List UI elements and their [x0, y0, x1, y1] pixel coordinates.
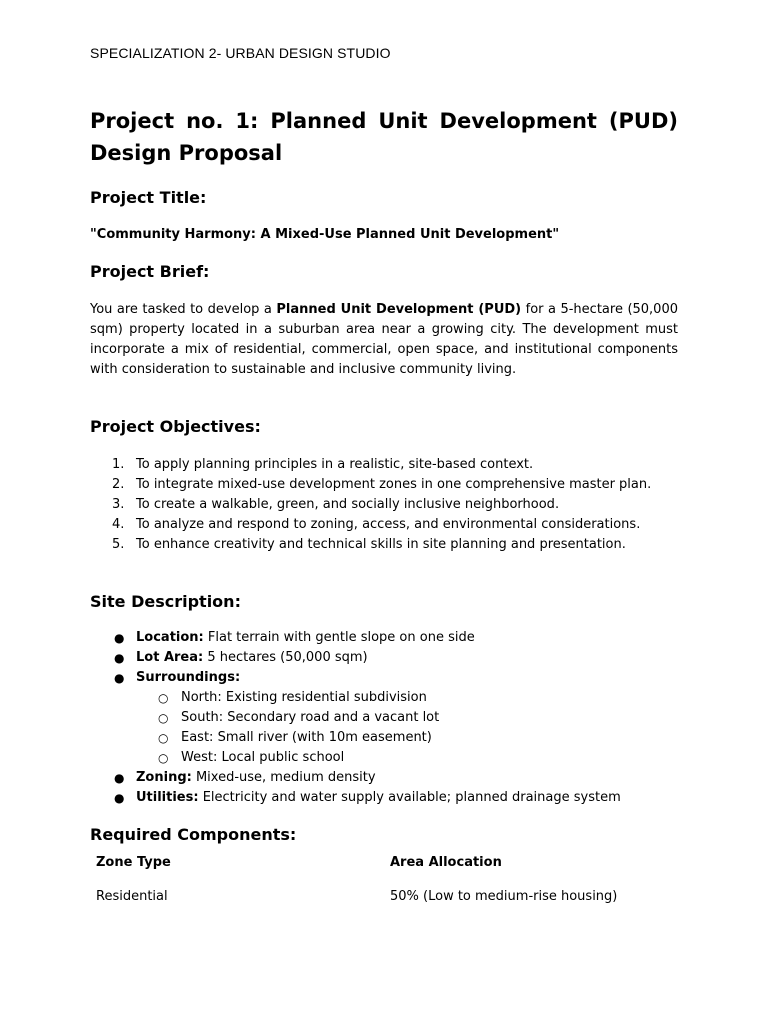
circle-bullet-icon: ○	[158, 691, 169, 705]
utilities-value: Electricity and water supply available; planned drainage system	[198, 790, 621, 805]
list-item	[90, 515, 678, 535]
list-number: 4.	[112, 517, 125, 532]
list-item	[136, 728, 678, 748]
table-cell: 50% (Low to medium-rise housing)	[390, 889, 618, 904]
objectives-list	[90, 455, 678, 555]
list-number: 3.	[112, 497, 125, 512]
column-header-zone-type: Zone Type	[96, 855, 171, 870]
bullet-icon: ●	[114, 631, 125, 645]
list-item	[136, 748, 678, 768]
required-components-heading: Required Components:	[90, 825, 297, 844]
list-item-text: To enhance creativity and technical skills in site planning and presentation.	[136, 537, 626, 552]
project-title-text: "Community Harmony: A Mixed-Use Planned Unit Development"	[90, 227, 560, 242]
surrounding-south: South: Secondary road and a vacant lot	[181, 710, 440, 725]
brief-text-before: You are tasked to develop a	[90, 302, 277, 317]
table-header-row	[90, 846, 678, 880]
list-item-text: To apply planning principles in a realistic, site-based context.	[136, 457, 534, 472]
table-cell: Residential	[96, 889, 168, 904]
list-item	[90, 768, 678, 788]
location-label: Location:	[136, 630, 204, 645]
list-item-text: To analyze and respond to zoning, access, and environmental considerations.	[136, 517, 641, 532]
list-item	[90, 455, 678, 475]
circle-bullet-icon: ○	[158, 711, 169, 725]
list-item	[90, 788, 678, 808]
list-item	[136, 688, 678, 708]
utilities-label: Utilities:	[136, 790, 199, 805]
list-item	[90, 648, 678, 668]
column-header-area-allocation: Area Allocation	[390, 855, 502, 870]
circle-bullet-icon: ○	[158, 731, 169, 745]
zoning-value: Mixed-use, medium density	[191, 770, 376, 785]
surrounding-west: West: Local public school	[181, 750, 345, 765]
document-header: SPECIALIZATION 2- URBAN DESIGN STUDIO	[90, 45, 391, 61]
brief-text-after: for a 5-hectare (50,000 sqm) property located in a suburban area near a growing city. The development must incorporate a mix of residential, commercial, open space, and institutional components with consideration to sustainable and inclusive community living.	[90, 302, 678, 377]
list-item-text: To create a walkable, green, and socially inclusive neighborhood.	[136, 497, 560, 512]
list-item	[90, 668, 678, 768]
list-number: 5.	[112, 537, 125, 552]
list-item-text: To integrate mixed-use development zones in one comprehensive master plan.	[136, 477, 652, 492]
surroundings-label: Surroundings:	[136, 670, 241, 685]
bullet-icon: ●	[114, 651, 125, 665]
project-objectives-heading: Project Objectives:	[90, 417, 261, 436]
list-item	[90, 535, 678, 555]
brief-text-bold: Planned Unit Development (PUD)	[276, 302, 522, 317]
site-description-list	[90, 628, 678, 808]
table-row	[90, 880, 678, 914]
list-item	[136, 708, 678, 728]
lot-area-value: 5 hectares (50,000 sqm)	[203, 650, 368, 665]
list-number: 1.	[112, 457, 125, 472]
circle-bullet-icon: ○	[158, 751, 169, 765]
project-brief-text	[90, 300, 678, 380]
bullet-icon: ●	[114, 771, 125, 785]
location-value: Flat terrain with gentle slope on one side	[203, 630, 475, 645]
project-brief-heading: Project Brief:	[90, 262, 210, 281]
zoning-label: Zoning:	[136, 770, 192, 785]
list-number: 2.	[112, 477, 125, 492]
bullet-icon: ●	[114, 791, 125, 805]
components-table	[90, 846, 678, 914]
surrounding-east: East: Small river (with 10m easement)	[181, 730, 432, 745]
bullet-icon: ●	[114, 671, 125, 685]
list-item	[90, 475, 678, 495]
project-title-heading: Project Title:	[90, 188, 207, 207]
site-description-heading: Site Description:	[90, 592, 241, 611]
lot-area-label: Lot Area:	[136, 650, 204, 665]
document-title: Project no. 1: Planned Unit Development (PUD) Design Proposal	[90, 109, 678, 165]
list-item	[90, 495, 678, 515]
surrounding-north: North: Existing residential subdivision	[181, 690, 427, 705]
list-item	[90, 628, 678, 648]
surroundings-list	[136, 688, 678, 768]
